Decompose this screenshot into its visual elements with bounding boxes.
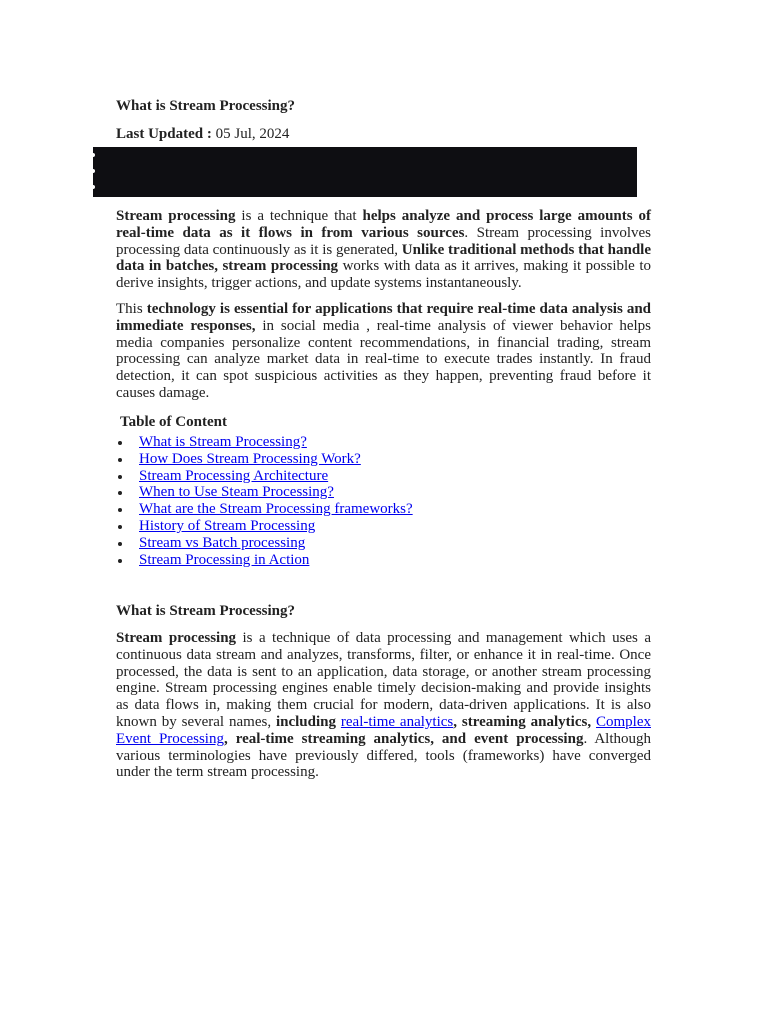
toc-link-when-to-use[interactable]: When to Use Steam Processing?: [139, 484, 334, 501]
toc-link-what-is[interactable]: What is Stream Processing?: [139, 434, 307, 450]
text-bold: Stream processing: [116, 208, 236, 224]
toc-item: [116, 484, 413, 501]
toc-item: [116, 552, 413, 569]
table-of-contents: [116, 434, 413, 568]
text: works with data as it arrives, making it possible to derive insights, trigger actions, and update systems instantaneously.: [116, 258, 651, 292]
toc-item: [116, 518, 413, 535]
text: This: [116, 301, 147, 317]
toc-link-in-action[interactable]: Stream Processing in Action: [139, 551, 310, 568]
intro-paragraph-1: [116, 208, 651, 292]
toc-title: Table of Content: [120, 414, 227, 430]
hidden-bullet: [93, 148, 637, 163]
complex-event-processing-link[interactable]: Complex Event Processing: [116, 713, 651, 747]
intro-paragraph-2: [116, 301, 651, 402]
section-heading: What is Stream Processing?: [116, 603, 296, 619]
toc-link-history[interactable]: History of Stream Processing: [139, 517, 316, 534]
hidden-bullet-list: [93, 148, 637, 195]
toc-item: [116, 451, 413, 468]
toc-link-stream-vs-batch[interactable]: Stream vs Batch processing: [139, 534, 306, 551]
text-bold: Unlike traditional methods that handle data in batches, stream processing: [116, 241, 652, 275]
text: in social media , real-time analysis of viewer behavior helps media companies personalize content recommendations, in financial trading, stream processing can analyze market data in real-time to execute trades instantly. In fraud detection, it can spot suspicious activities as they happen, preventing fraud before it causes damage.: [116, 317, 651, 401]
redacted-black-bar: [93, 147, 637, 197]
toc-link-architecture[interactable]: Stream Processing Architecture: [139, 467, 329, 484]
text-bold: helps analyze and process large amounts of real-time data as it flows in from various sources: [116, 208, 651, 241]
toc-item: [116, 434, 413, 451]
last-updated: [116, 126, 651, 146]
text-bold: , real-time streaming analytics, and event processing: [223, 730, 584, 747]
text: . Although various terminologies have previously differed, tools (frameworks) have converged under the term stream processing.: [116, 730, 652, 781]
toc-item: [116, 468, 413, 485]
text: . Stream processing involves processing data continuously as it is generated,: [116, 224, 651, 258]
text-bold: Stream processing: [116, 630, 237, 646]
text-bold: technology is essential for applications that require real-time data analysis and immediate responses,: [116, 301, 652, 334]
text: is a technique that: [235, 208, 363, 224]
last-updated-value: 05 Jul, 2024: [215, 126, 290, 142]
text: is a technique of data processing and management which uses a continuous data stream and analyzes, transforms, filter, or enhance it in real-time. Once processed, the data is sent to an application, data storage, or another stream processing engine. Stream processing engines enable timely decision-making and provide insights as data flows in, making them crucial for modern, data-driven applications. It is also known by several names,: [116, 630, 652, 730]
last-updated-label: Last Updated :: [116, 126, 212, 142]
hidden-bullet: [93, 180, 637, 195]
text-bold: including: [275, 713, 336, 730]
text-bold: , streaming analytics,: [453, 713, 592, 730]
section-paragraph: [116, 630, 651, 781]
page-title: What is Stream Processing?: [116, 98, 296, 114]
real-time-analytics-link[interactable]: real-time analytics: [340, 713, 454, 730]
article-body: [116, 98, 652, 781]
toc-link-frameworks[interactable]: What are the Stream Processing frameworks?: [139, 501, 413, 518]
toc-item: [116, 535, 413, 552]
toc-item: [116, 501, 413, 518]
toc-link-how-works[interactable]: How Does Stream Processing Work?: [139, 450, 361, 467]
hidden-bullet: [93, 164, 637, 179]
